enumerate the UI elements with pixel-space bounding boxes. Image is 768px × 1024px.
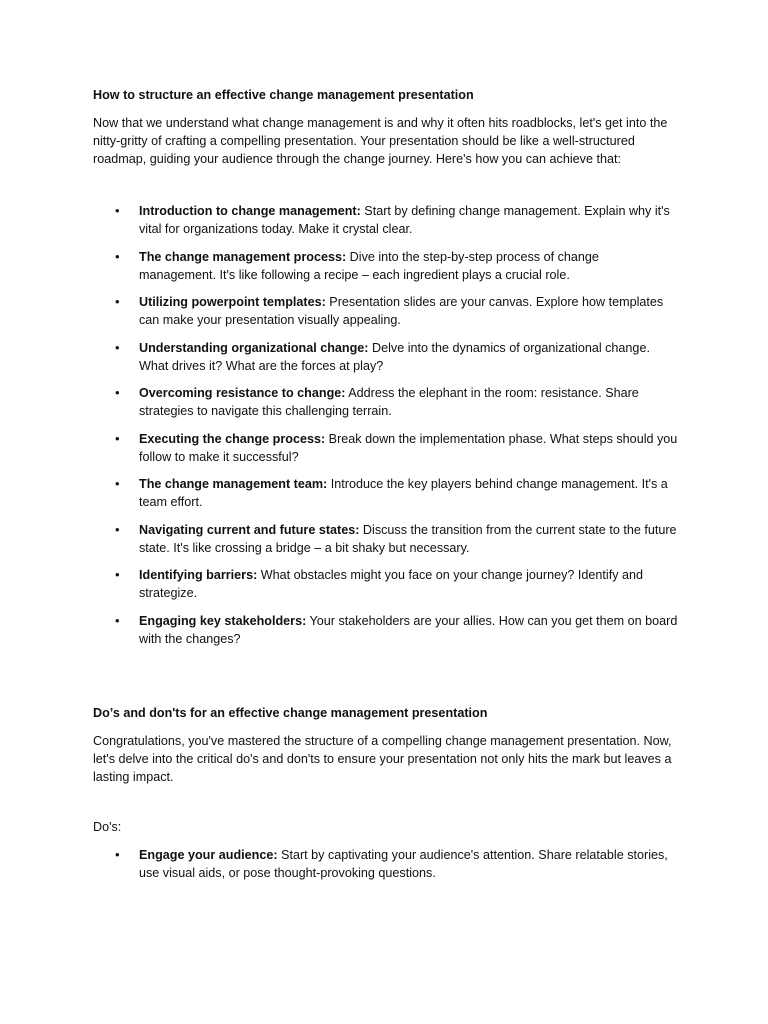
list-item-text: Delve into the dynamics of organizational change. What drives it? What are the forces at play? <box>139 340 650 373</box>
list-item <box>93 384 678 420</box>
section1-intro: Now that we understand what change management is and why it often hits roadblocks, let's get into the nitty-gritty of crafting a compelling presentation. Your presentation should be like a well-structured roadmap, guiding your audience through the change journey. Here's how you can achieve that: <box>93 116 668 166</box>
section1-heading: How to structure an effective change management presentation <box>93 88 474 102</box>
list-item-text: Introduce the key players behind change management. It's a team effort. <box>139 477 668 509</box>
section2-intro: Congratulations, you've mastered the structure of a compelling change management presentation. Now, let's delve into the critical do's and don'ts to ensure your presentation not only hits the mark but leaves a lasting impact. <box>93 733 672 784</box>
list-item <box>93 430 678 466</box>
bullet-icon: • <box>115 294 120 309</box>
list-item-text: Presentation slides are your canvas. Explore how templates can make your presentation visually appealing. <box>139 295 664 327</box>
list-item-term: Overcoming resistance to change: <box>139 386 346 400</box>
bullet-icon: • <box>115 248 120 264</box>
list-item-text: Discuss the transition from the current state to the future state. It's like crossing a bridge – a bit shaky but necessary. <box>139 522 677 555</box>
list-item <box>93 248 678 284</box>
bullet-icon: • <box>115 430 120 446</box>
list-item-text: Address the elephant in the room: resistance. Share strategies to navigate this challenging terrain. <box>139 386 639 418</box>
list-item-text: Your stakeholders are your allies. How can you get them on board with the changes? <box>139 613 678 646</box>
list-item <box>93 612 678 648</box>
list-item <box>93 339 678 375</box>
bullet-icon: • <box>115 339 120 355</box>
list-item-term: Navigating current and future states: <box>139 522 360 537</box>
list-item-term: Engaging key stakeholders: <box>139 613 307 628</box>
list-item-text: Break down the implementation phase. What steps should you follow to make it successful? <box>139 431 678 464</box>
document-page <box>93 86 678 891</box>
list-item-term: Utilizing powerpoint templates: <box>139 295 326 309</box>
list-item <box>93 566 678 602</box>
list-item-text: Start by captivating your audience's attention. Share relatable stories, use visual aids, or pose thought-provoking questions. <box>139 847 668 880</box>
bullet-icon: • <box>115 612 120 628</box>
list-item-term: Introduction to change management: <box>139 204 361 218</box>
bullet-icon: • <box>115 567 120 582</box>
list-item-term: Engage your audience: <box>139 847 278 862</box>
structure-list <box>93 202 678 648</box>
list-item <box>93 475 678 511</box>
list-item-term: Identifying barriers: <box>139 568 258 582</box>
bullet-icon: • <box>115 846 120 862</box>
bullet-icon: • <box>115 476 120 491</box>
bullet-icon: • <box>115 203 120 218</box>
bullet-icon: • <box>115 385 120 400</box>
section2-heading: Do’s and don'ts for an effective change management presentation <box>93 705 488 720</box>
list-item <box>93 521 678 557</box>
list-item-text: Start by defining change management. Explain why it's vital for organizations today. Make it crystal clear. <box>139 204 670 236</box>
list-item-text: Dive into the step-by-step process of change management. It's like following a recipe – each ingredient plays a crucial role. <box>139 249 599 282</box>
list-item <box>93 846 678 882</box>
bullet-icon: • <box>115 521 120 537</box>
dos-label: Do's: <box>93 819 122 834</box>
list-item <box>93 293 678 329</box>
list-item <box>93 202 678 238</box>
list-item-term: The change management team: <box>139 477 328 491</box>
list-item-text: What obstacles might you face on your change journey? Identify and strategize. <box>139 568 644 600</box>
dos-list <box>93 846 678 882</box>
list-item-term: The change management process: <box>139 249 347 264</box>
list-item-term: Understanding organizational change: <box>139 340 369 355</box>
list-item-term: Executing the change process: <box>139 431 326 446</box>
